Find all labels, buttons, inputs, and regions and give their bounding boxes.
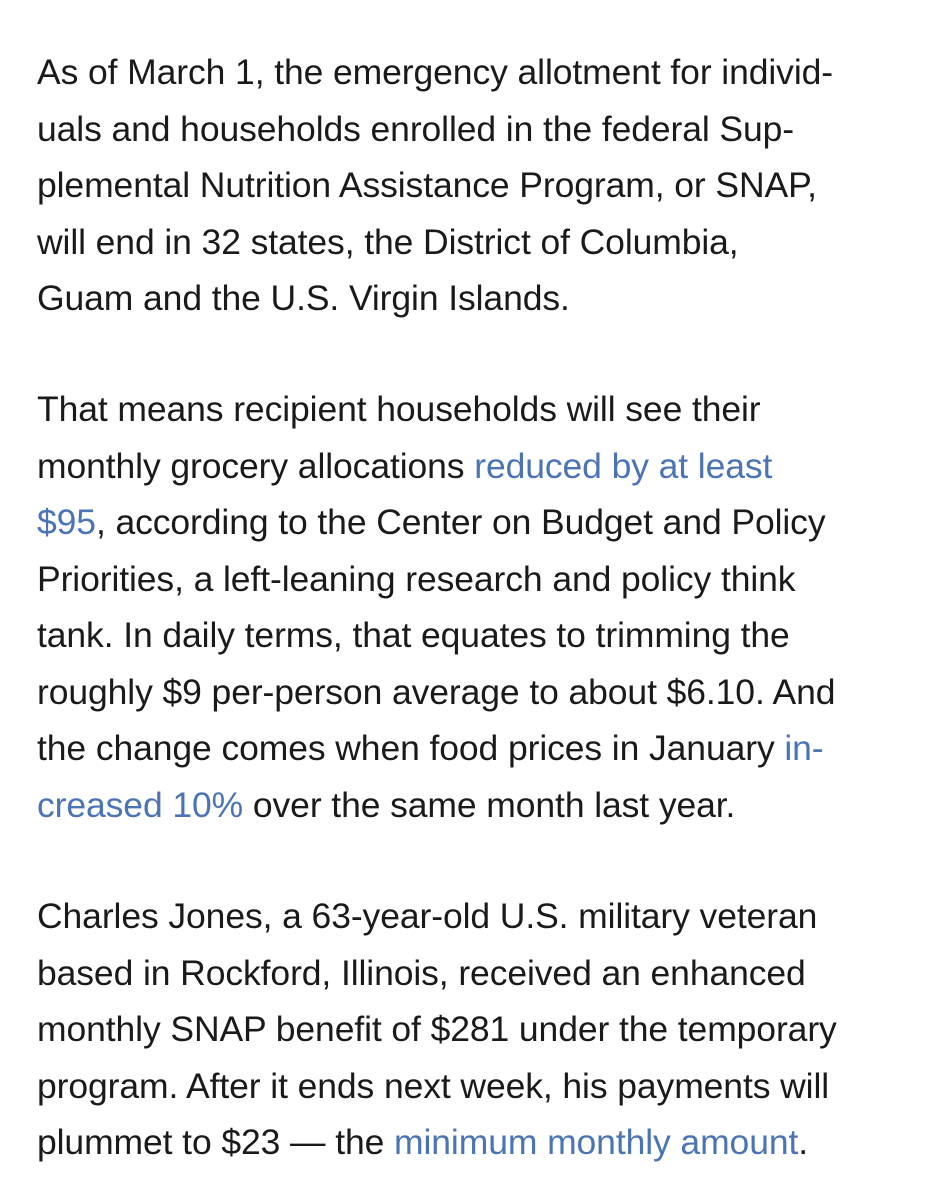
text-segment: tank. In daily terms, that equates to trimming the (37, 615, 790, 655)
inline-link[interactable]: minimum monthly amount (394, 1122, 799, 1162)
text-segment: uals and households enrolled in the federal Sup- (37, 108, 795, 149)
text-line (37, 945, 806, 1001)
text-line (37, 607, 790, 663)
text-segment: plemental Nutrition Assistance Program, or SNAP, (37, 165, 817, 205)
text-line (37, 1114, 808, 1170)
inline-link[interactable]: $95 (37, 502, 96, 542)
text-segment: , according to the Center on Budget and Policy (95, 502, 826, 542)
text-segment: over the same month last year. (243, 784, 736, 825)
text-segment: monthly SNAP benefit of $281 under the temporary (37, 1009, 837, 1049)
inline-link[interactable]: creased 10% (37, 784, 244, 825)
text-line (37, 551, 795, 607)
text-segment: based in Rockford, Illinois, received an enhanced (37, 952, 806, 993)
text-segment: That means recipient households will see their (37, 389, 761, 429)
text-line (37, 101, 794, 157)
text-line (37, 44, 833, 100)
text-line (37, 888, 817, 944)
text-line (37, 1001, 837, 1057)
text-segment: Guam and the U.S. Virgin Islands. (37, 278, 570, 318)
text-line (37, 1058, 829, 1114)
text-line (37, 720, 824, 776)
text-segment: the change comes when food prices in January (37, 728, 785, 768)
text-line (37, 494, 825, 550)
text-segment: Priorities, a left-leaning research and policy think (37, 558, 796, 599)
text-line (37, 777, 735, 833)
text-segment: As of March 1, the emergency allotment for individ- (37, 52, 833, 92)
text-line (37, 438, 772, 494)
text-segment: Charles Jones, a 63-year-old U.S. military veteran (37, 896, 818, 936)
text-segment: . (798, 1122, 809, 1162)
text-segment: monthly grocery allocations (37, 445, 475, 486)
text-line (37, 664, 835, 720)
text-line (37, 214, 739, 270)
text-segment: roughly $9 per-person average to about $6.10. And (37, 671, 836, 712)
inline-link[interactable]: reduced by at least (474, 445, 773, 486)
text-segment: program. After it ends next week, his payments will (37, 1065, 830, 1106)
text-line (37, 270, 570, 326)
inline-link[interactable]: in- (784, 728, 824, 768)
text-segment: will end in 32 states, the District of Columbia, (37, 221, 739, 262)
text-segment: plummet to $23 — the (37, 1122, 395, 1162)
text-line (37, 381, 761, 437)
text-line (37, 157, 817, 213)
